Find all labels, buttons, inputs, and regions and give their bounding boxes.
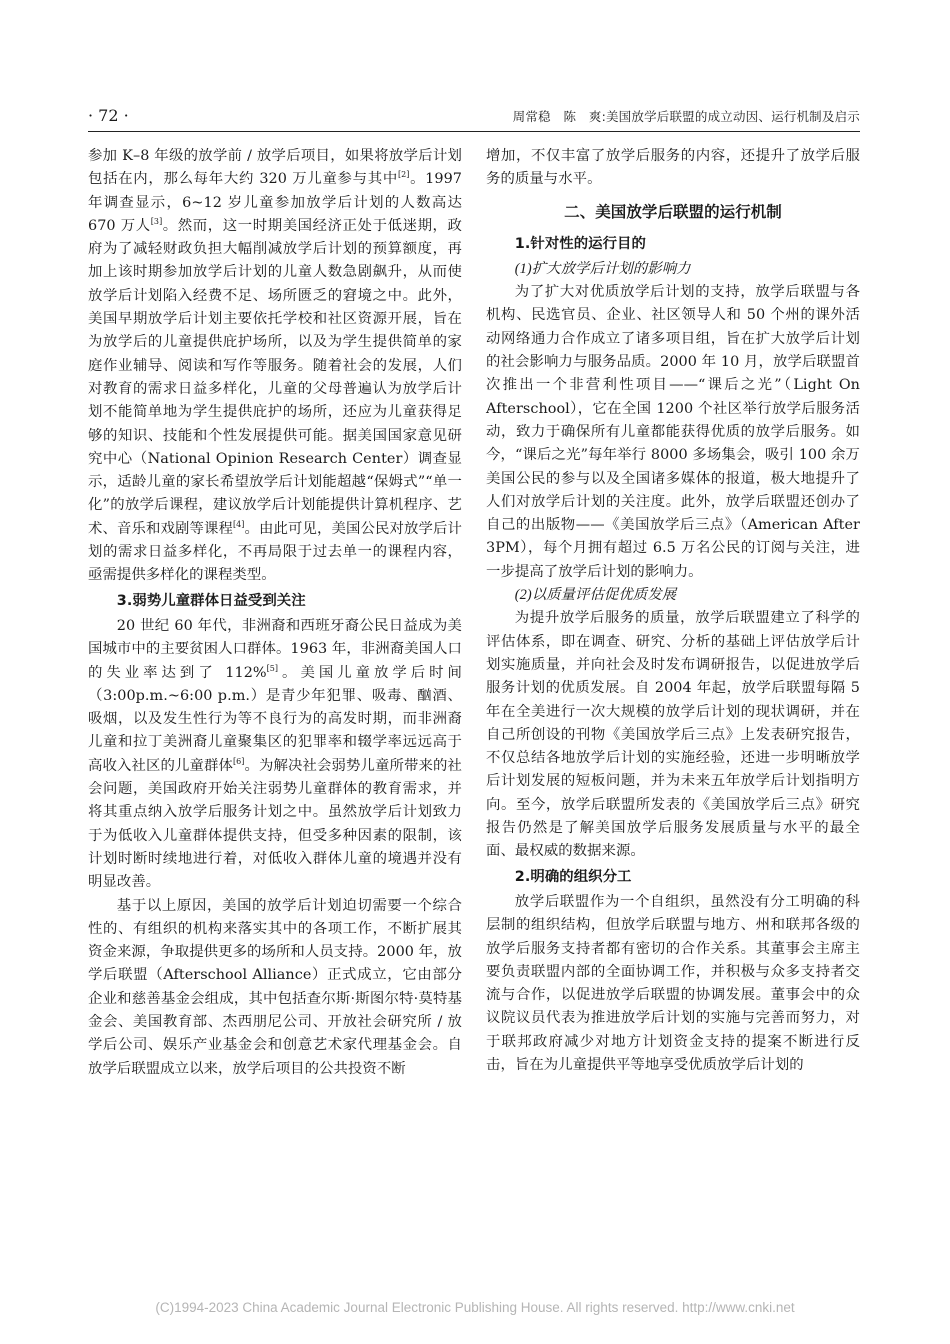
paragraph: 基于以上原因，美国的放学后计划迫切需要一个综合性的、有组织的机构来落实其中的各项工作，不断扩展其资金来源，争取提供更多的场所和人员支持。2000 年，放学后联盟（Afterschool Alliance）正式成立，它由部分企业和慈善基金会组成，其中包括查尔斯·斯图尔特·莫特基金会、美国教育部、杰西朋尼公司、开放社会研究所 / 放学后公司、娱乐产业基金会和创意艺术家代理基金会。自放学后联盟成立以来，放学后项目的公共投资不断: [88, 897, 462, 1077]
citation[interactable]: [6]: [233, 756, 245, 766]
citation[interactable]: [2]: [397, 170, 410, 180]
header-rule: [88, 131, 860, 132]
paragraph: 参加 K–8 年级的放学前 / 放学后项目，如果将放学后计划包括在内，那么每年大约 320 万儿童参与其中[2]。1997 年调查显示，6~12 岁儿童参加放学后计划的人数高达 670 万人[3]。然而，这一时期美国经济正处于低迷期，政府为了减轻财政负担大幅削减放学后计划的预算额度，再加上该时期参加放学后计划的儿童人数急剧飙升，从而使放学后计划陷入经费不足、场所匮乏的窘境之中。此外，美国早期放学后计划主要依托学校和社区资源开展，旨在为放学后的儿童提供庇护场所，以及为学生提供简单的家庭作业辅导、阅读和写作等服务。随着社会的发展，人们对教育的需求日益多样化，儿童的父母普遍认为放学后计划不能简单地为学生提供庇护的场所，还应为儿童获得足够的知识、技能和个性发展提供可能。据美国国家意见研究中心（National Opinion Research Center）调查显示，适龄儿童的家长希望放学后计划能超越“保姆式”“单一化”的放学后课程，建议放学后计划能提供计算机程序、艺术、音乐和戏剧等课程[4]。由此可见，美国公民对放学后计划的需求日益多样化，不再局限于过去单一的课程内容，亟需提供多样化的课程类型。: [88, 148, 462, 584]
paragraph: 放学后联盟作为一个自组织，虽然没有分工明确的科层制的组织结构，但放学后联盟与地方、州和联邦各级的放学后服务支持者都有密切的合作关系。其董事会主席主要负责联盟内部的全面协调工作，并积极与众多支持者交流与合作，以促进放学后联盟的协调发展。董事会中的众议院议员代表为推进放学后计划的实施与完善而努力，对于联邦政府减少对地方计划资金支持的提案不断进行反击，旨在为儿童提供平等地享受优质放学后计划的: [486, 893, 860, 1073]
paragraph: 为了扩大对优质放学后计划的支持，放学后联盟与各机构、民选官员、企业、社区领导人和 50 个州的课外活动网络通力合作成立了诸多项目组，旨在扩大放学后计划的社会影响力与服务品质。2000 年 10 月，放学后联盟首次推出一个非营利性项目——“课后之光”（Light On Afterschool），它在全国 1200 个社区举行放学后服务活动，致力于确保所有儿童都能获得优质的放学后服务。如今，“课后之光”每年举行 8000 多场集会，吸引 100 余万美国公民的参与以及全国诸多媒体的报道，极大地提升了人们对放学后计划的关注度。此外，放学后联盟还创办了自己的出版物——《美国放学后三点》（American After 3PM），每个月拥有超过 6.5 万名公民的订阅与关注，进一步提高了放学后计划的影响力。: [486, 284, 860, 580]
right-column: [486, 145, 860, 1077]
paragraph: 20 世纪 60 年代，非洲裔和西班牙裔公民日益成为美国城市中的主要贫困人口群体。1963 年，非洲裔美国人口的失业率达到了 112%[5]。美国儿童放学后时间（3:00p.m.~6:00 p.m.）是青少年犯罪、吸毒、酗酒、吸烟，以及发生性行为等不良行为的高发时期，而非洲裔儿童和拉丁美洲裔儿童聚集区的犯罪率和辍学率远远高于高收入社区的儿童群体[6]。为解决社会弱势儿童所带来的社会问题，美国政府开始关注弱势儿童群体的教育需求，并将其重点纳入放学后服务计划之中。虽然放学后计划致力于为低收入儿童群体提供支持，但受多种因素的限制，该计划时断时续地进行着，对低收入群体儿童的境遇并没有明显改善。: [88, 617, 462, 891]
citation[interactable]: [3]: [150, 216, 163, 226]
copyright-footer: (C)1994-2023 China Academic Journal Electronic Publishing House. All rights reserved. http://www.cnki.net: [155, 1300, 795, 1315]
page-number: · 72 ·: [88, 106, 129, 125]
section-heading-3: 3.弱势儿童群体日益受到关注: [116, 592, 306, 609]
paragraph: 为提升放学后服务的质量，放学后联盟建立了科学的评估体系，即在调查、研究、分析的基础上评估放学后计划实施质量，并向社会及时发布调研报告，以促进放学后服务计划的优质发展。自 2004 年起，放学后联盟每隔 5 年在全美进行一次大规模的放学后计划的现状调研，并在自己所创设的刊物《美国放学后三点》上发表研究报告，不仅总结各地放学后计划的实施经验，还进一步明晰放学后计划发展的短板问题，并为未来五年放学后计划指明方向。至今，放学后联盟所发表的《美国放学后三点》研究报告仍然是了解美国放学后服务发展质量与水平的最全面、最权威的数据来源。: [486, 610, 860, 860]
section-title: 二、美国放学后联盟的运行机制: [564, 202, 782, 221]
subsection-heading-2: 2.明确的组织分工: [514, 868, 632, 885]
running-title: 周常稳 陈 爽:美国放学后联盟的成立动因、运行机制及启示: [512, 109, 860, 124]
paragraph: 增加，不仅丰富了放学后服务的内容，还提升了放学后服务的质量与水平。: [486, 148, 860, 188]
running-header: [88, 104, 860, 130]
citation[interactable]: [4]: [233, 519, 245, 529]
subsubsection-heading: (2)以质量评估促优质发展: [514, 587, 677, 604]
citation[interactable]: [5]: [266, 663, 279, 673]
subsection-heading-1: 1.针对性的运行目的: [514, 235, 646, 252]
subsubsection-heading: (1)扩大放学后计划的影响力: [514, 260, 691, 277]
left-column: [88, 145, 462, 1081]
